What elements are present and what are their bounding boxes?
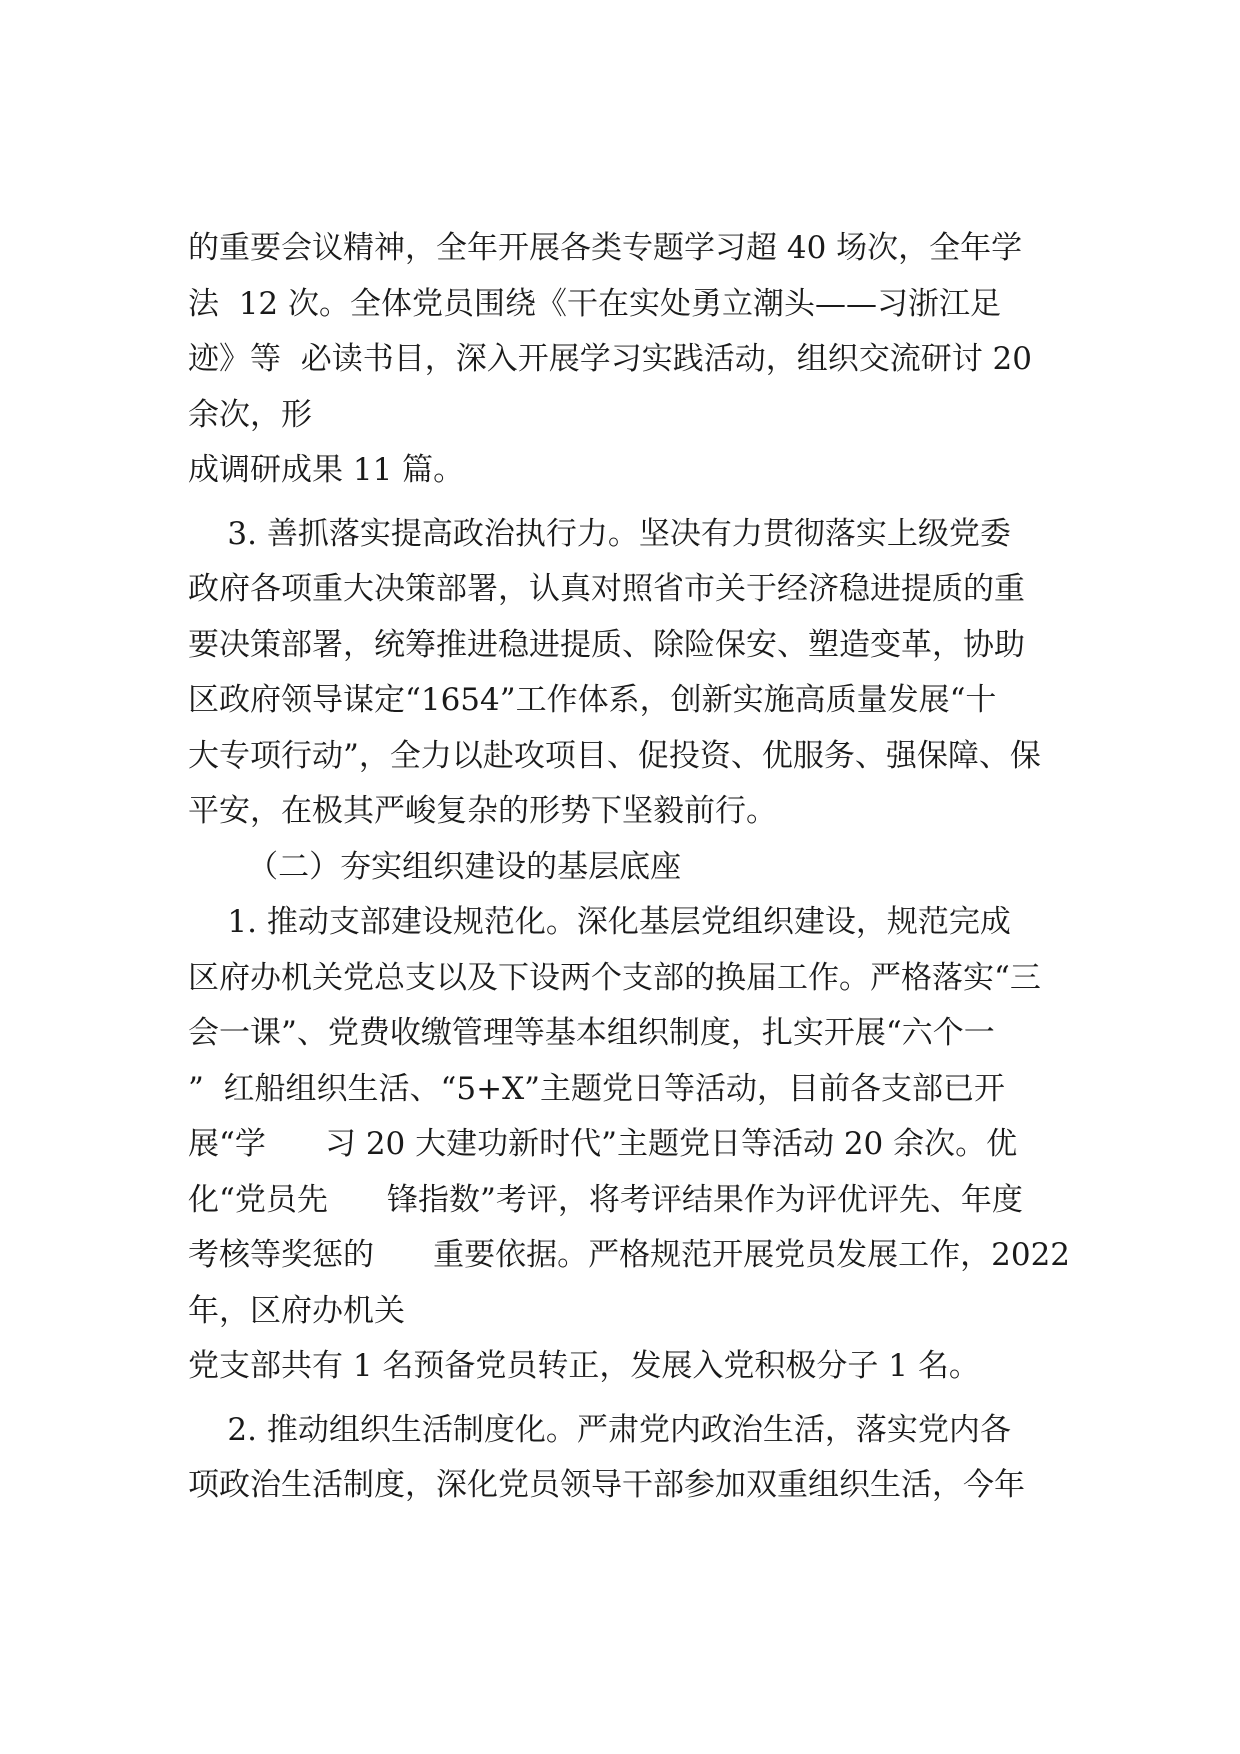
text-line-23: 项政治生活制度，深化党员领导干部参加双重组织生活，今年 (188, 1467, 1025, 1503)
text-line-1: 的重要会议精神，全年开展各类专题学习超 40 场次，全年学 (188, 230, 1023, 266)
text-line-14: 区府办机关党总支以及下设两个支部的换届工作。严格落实“三 (188, 959, 1041, 996)
section-heading: （二）夯实组织建设的基层底座 (188, 848, 682, 885)
text-line-17: 展“学 习 20 大建功新时代”主题党日等活动 20 余次。优 (188, 1126, 1018, 1162)
paragraph-gap (188, 499, 1068, 507)
paragraph-gap (188, 1395, 1068, 1403)
text-line-9: 区政府领导谋定“1654”工作体系，创新实施高质量发展“十 (188, 682, 997, 718)
text-line-2: 法 12 次。全体党员围绕《干在实处勇立潮头——习浙江足 (188, 285, 1002, 322)
text-line-20: 年，区府办机关 (188, 1292, 405, 1329)
text-line-4: 余次，形 (188, 396, 312, 433)
text-line-21: 党支部共有 1 名预备党员转正，发展入党积极分子 1 名。 (188, 1348, 980, 1384)
text-line-3: 迹》等 必读书目，深入开展学习实践活动，组织交流研讨 20 (188, 341, 1033, 377)
text-line-6: 3. 善抓落实提高政治执行力。坚决有力贯彻落实上级党委 (188, 515, 1011, 552)
text-line-13: 1. 推动支部建设规范化。深化基层党组织建设，规范完成 (188, 904, 1011, 940)
text-line-16: ” 红船组织生活、“5+X”主题党日等活动，目前各支部已开 (188, 1070, 1006, 1107)
text-line-11: 平安，在极其严峻复杂的形势下坚毅前行。 (188, 793, 777, 829)
text-line-8: 要决策部署，统筹推进稳进提质、除险保安、塑造变革，协助 (188, 626, 1025, 663)
text-line-18: 化“党员先 锋指数”考评，将考评结果作为评优评先、年度 (188, 1181, 1023, 1218)
text-line-15: 会一课”、党费收缴管理等基本组织制度，扎实开展“六个一 (188, 1015, 995, 1051)
text-line-22: 2. 推动组织生活制度化。严肃党内政治生活，落实党内各 (188, 1411, 1011, 1448)
text-line-7: 政府各项重大决策部署，认真对照省市关于经济稳进提质的重 (188, 571, 1025, 607)
text-line-5: 成调研成果 11 篇。 (188, 452, 465, 488)
document-body (188, 221, 1071, 1514)
text-line-10: 大专项行动”，全力以赴攻项目、促投资、优服务、强保障、保 (188, 737, 1041, 774)
text-line-19: 考核等奖惩的 重要依据。严格规范开展党员发展工作，2022 (188, 1237, 1071, 1273)
